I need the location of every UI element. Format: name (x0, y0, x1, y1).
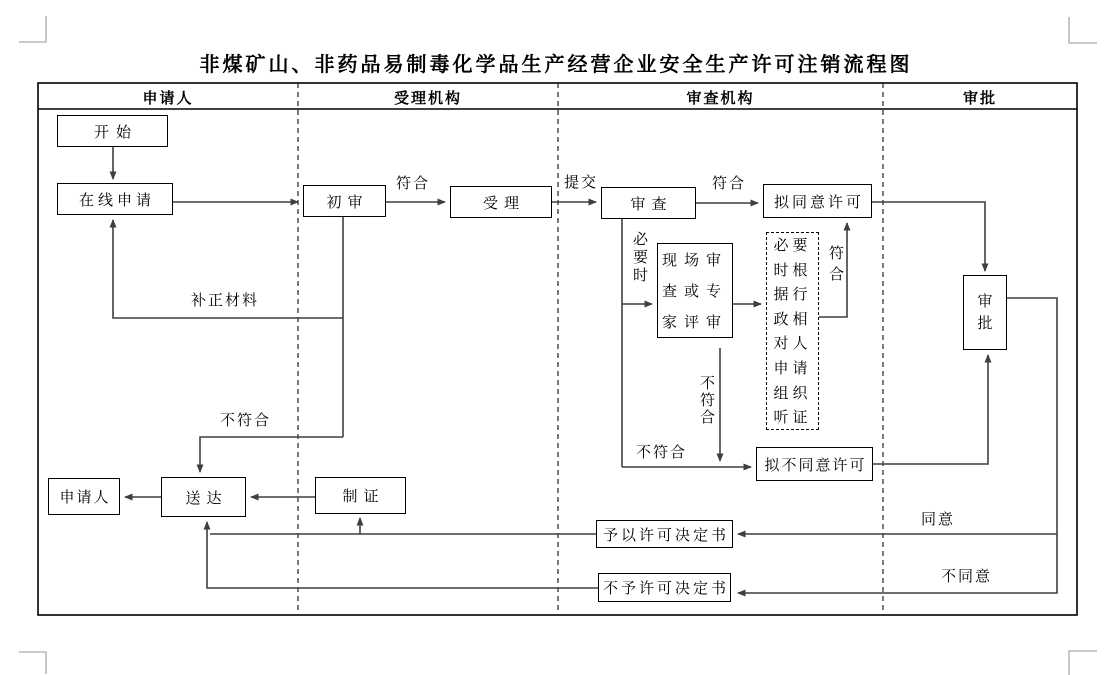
node-initial-review: 初审 (303, 185, 386, 217)
label-not-conform-review: 不符合 (636, 444, 688, 461)
label-conform-initial: 符合 (396, 175, 431, 192)
node-accept: 受理 (450, 186, 552, 218)
node-propose-disapprove: 拟不同意许可 (756, 447, 873, 481)
node-approve: 审批 (963, 275, 1007, 350)
node-propose-approve: 拟同意许可 (763, 184, 872, 218)
lane-header-acceptance: 受理机构 (393, 89, 462, 107)
label-submit: 提交 (564, 174, 599, 191)
node-grant-decision: 予以许可决定书 (596, 520, 733, 548)
node-hearing: 必要时根据行政相对人申请组织听证 (766, 232, 819, 430)
swimlane-table (38, 83, 1077, 615)
node-deny-decision: 不予许可决定书 (598, 573, 731, 602)
node-deliver: 送达 (161, 477, 246, 517)
lane-header-applicant: 申请人 (142, 89, 194, 107)
node-online-apply: 在线申请 (57, 183, 173, 215)
label-not-conform-onsite: 不符合 (699, 375, 715, 426)
page-title: 非煤矿山、非药品易制毒化学品生产经营企业安全生产许可注销流程图 (199, 52, 913, 76)
edge-deny-to-deliver (207, 522, 598, 588)
label-conform-review: 符合 (712, 175, 747, 192)
flow-connectors (113, 147, 1057, 593)
label-not-conform-initial: 不符合 (220, 412, 272, 429)
node-make-cert: 制证 (315, 477, 406, 514)
node-start: 开始 (57, 115, 168, 147)
lane-header-approval: 审批 (962, 89, 997, 107)
node-review: 审查 (601, 187, 696, 219)
label-agree: 同意 (921, 511, 956, 528)
edge-propose-approve-to-approve (872, 202, 985, 271)
label-supplement: 补正材料 (191, 292, 260, 309)
edge-propose-disapprove-to-approve (873, 355, 988, 464)
label-disagree: 不同意 (941, 568, 993, 585)
lane-header-reviewing: 审查机构 (686, 89, 755, 107)
node-applicant-end: 申请人 (48, 478, 120, 515)
edge-notconform-to-deliver (200, 437, 343, 472)
label-when-necessary: 必要时 (632, 231, 648, 284)
node-onsite-review: 现场审查或专家评审 (657, 243, 733, 338)
label-conform-hearing: 符合 (828, 245, 844, 283)
